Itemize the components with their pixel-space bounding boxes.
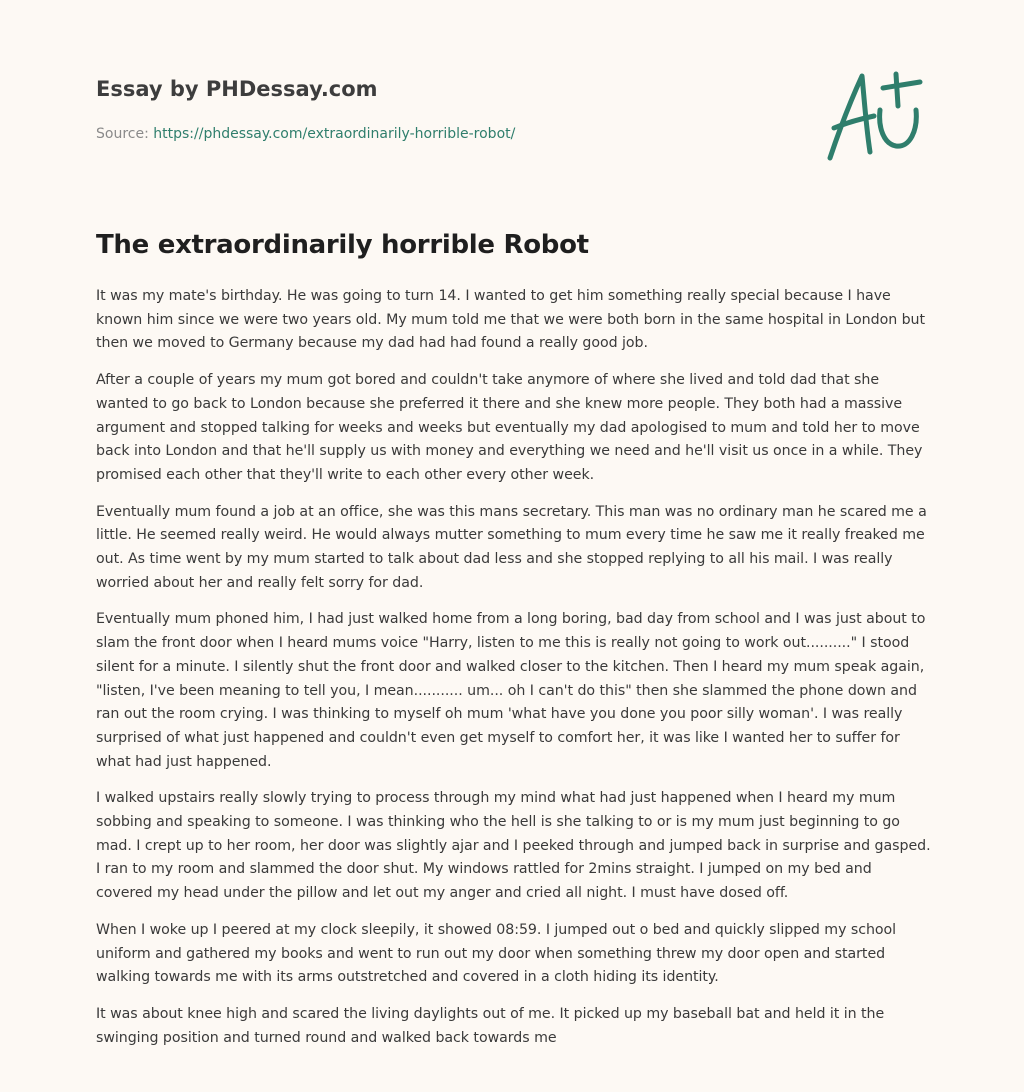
essay-paragraph: Eventually mum phoned him, I had just walked home from a long boring, bad day from school and I was just about to slam the front door when I heard mums voice "Harry, listen to me this is really not going to work out.........." I stood silent for a minute. I silently shut the front door and walked closer to the kitchen. Then I heard my mum speak again, "listen, I've been meaning to tell you, I mean........... um... oh I can't do this" then she slammed the phone down and ran out the room crying. I was thinking to myself oh mum 'what have you done you poor silly woman'. I was really surprised of what just happened and couldn't even get myself to comfort her, it was like I wanted her to suffer for what had just happened. (96, 611, 926, 770)
essay-paragraph: I walked upstairs really slowly trying to process through my mind what had just happened when I heard my mum sobbing and speaking to someone. I was thinking who the hell is she talking to or is my mum just beginning to go mad. I crept up to her room, her door was slightly ajar and I peeked through and jumped back in surprise and gasped. I ran to my room and slammed the door shut. My windows rattled for 2mins straight. I jumped on my bed and covered my head under the pillow and let out my anger and cried all night. I must have dosed off. (96, 790, 931, 902)
essay-header (96, 74, 796, 144)
source-link[interactable]: https://phdessay.com/extraordinarily-horrible-robot/ (153, 126, 516, 142)
a-plus-grade-icon (820, 66, 930, 166)
essay-paragraph: It was about knee high and scared the living daylights out of me. It picked up my baseball bat and held it in the swinging position and turned round and walked back towards me (96, 1005, 885, 1046)
source-label: Source: (96, 126, 149, 142)
source-line (96, 124, 796, 144)
essay-title: The extraordinarily horrible Robot (96, 230, 589, 260)
site-brand: Essay by PHDessay.com (96, 77, 378, 101)
essay-paragraph: When I woke up I peered at my clock sleepily, it showed 08:59. I jumped out o bed and quickly slipped my school uniform and gathered my books and went to run out my door when something threw my door open and started walking towards me with its arms outstretched and covered in a cloth hiding its identity. (96, 921, 897, 986)
essay-paragraph: After a couple of years my mum got bored and couldn't take anymore of where she lived and told dad that she wanted to go back to London because she preferred it there and she knew more people. They both had a massive argument and stopped talking for weeks and weeks but eventually my dad apologised to mum and told her to move back into London and that he'll supply us with money and everything we need and he'll visit us once in a while. They promised each other that they'll write to each other every other week. (96, 372, 923, 483)
essay-paragraph: It was my mate's birthday. He was going to turn 14. I wanted to get him something really special because I have known him since we were two years old. My mum told me that we were both born in the same hospital in London but then we moved to Germany because my dad had had found a really good job. (96, 288, 926, 352)
essay-paragraph: Eventually mum found a job at an office, she was this mans secretary. This man was no ordinary man he scared me a little. He seemed really weird. He would always mutter something to mum every time he saw me it really freaked me out. As time went by my mum started to talk about dad less and she stopped replying to all his mail. I was really worried about her and really felt sorry for dad. (96, 503, 927, 591)
essay-body (96, 285, 932, 1063)
